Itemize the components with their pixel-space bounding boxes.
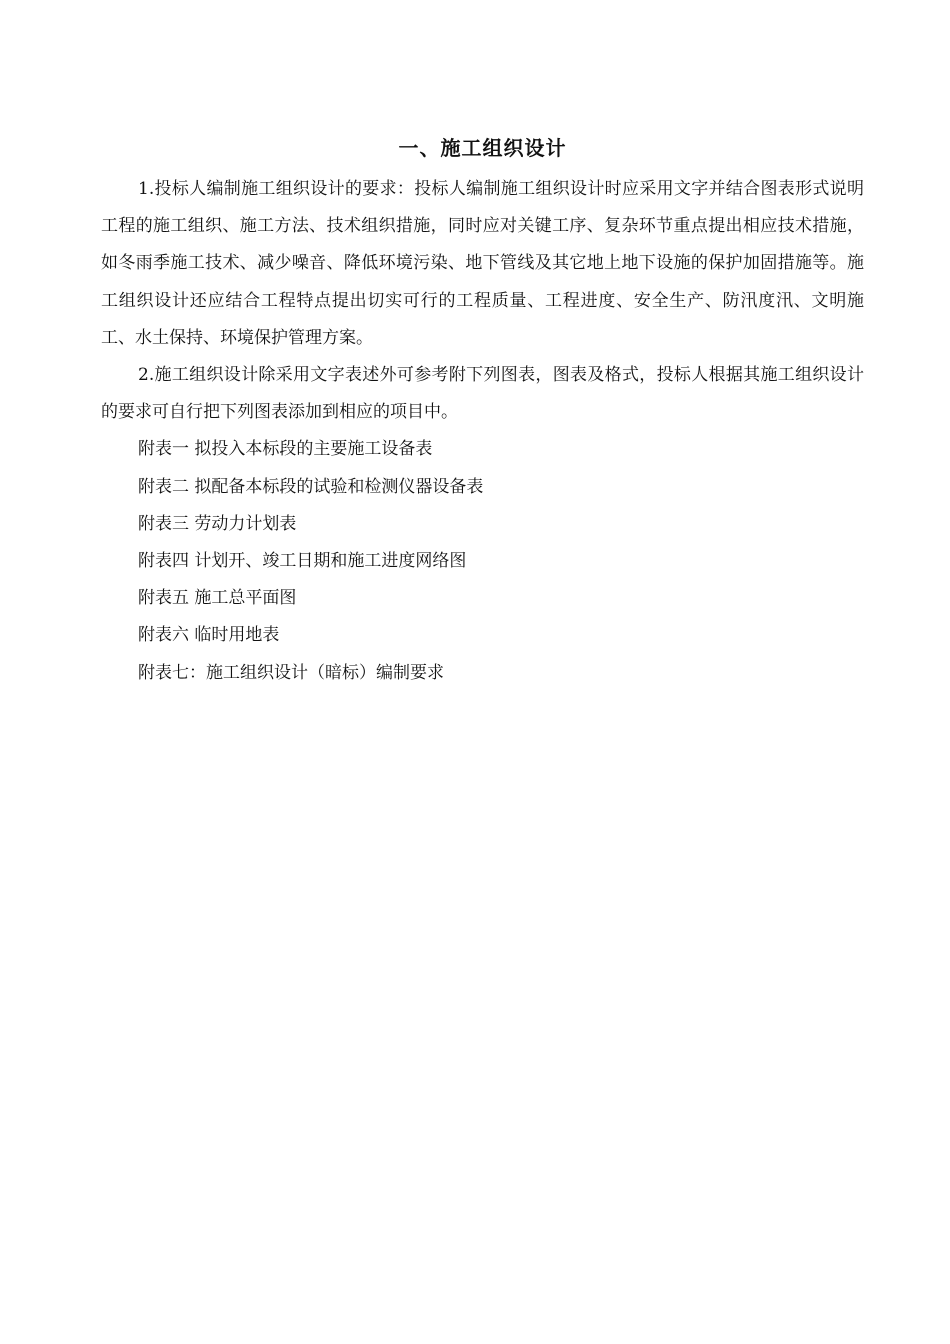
appendix-item-5: 附表五 施工总平面图 xyxy=(138,588,297,609)
paragraph-requirements: 1.投标人编制施工组织设计的要求：投标人编制施工组织设计时应采用文字并结合图表形式说明工程的施工组织、施工方法、技术组织措施，同时应对关键工序、复杂环节重点提出相应技术措施，如冬雨季施工技术、减少噪音、降低环境污染、地下管线及其它地上地下设施的保护加固措施等。施工组织设计还应结合工程特点提出切实可行的工程质量、工程进度、安全生产、防汛度汛、文明施工、水土保持、环境保护管理方案。 xyxy=(101,179,864,348)
appendix-item-4: 附表四 计划开、竣工日期和施工进度网络图 xyxy=(138,551,467,572)
appendix-item-7: 附表七：施工组织设计（暗标）编制要求 xyxy=(138,662,444,683)
appendix-item-1: 附表一 拟投入本标段的主要施工设备表 xyxy=(138,439,433,460)
document-page xyxy=(101,130,864,692)
appendix-item-3: 附表三 劳动力计划表 xyxy=(138,513,297,534)
section-title: 一、施工组织设计 xyxy=(398,136,567,160)
appendix-item-6: 附表六 临时用地表 xyxy=(138,625,280,646)
paragraph-charts: 2.施工组织设计除采用文字表述外可参考附下列图表，图表及格式，投标人根据其施工组织设计的要求可自行把下列图表添加到相应的项目中。 xyxy=(101,365,864,423)
appendix-item-2: 附表二 拟配备本标段的试验和检测仪器设备表 xyxy=(138,476,484,497)
appendix-list xyxy=(101,431,864,691)
